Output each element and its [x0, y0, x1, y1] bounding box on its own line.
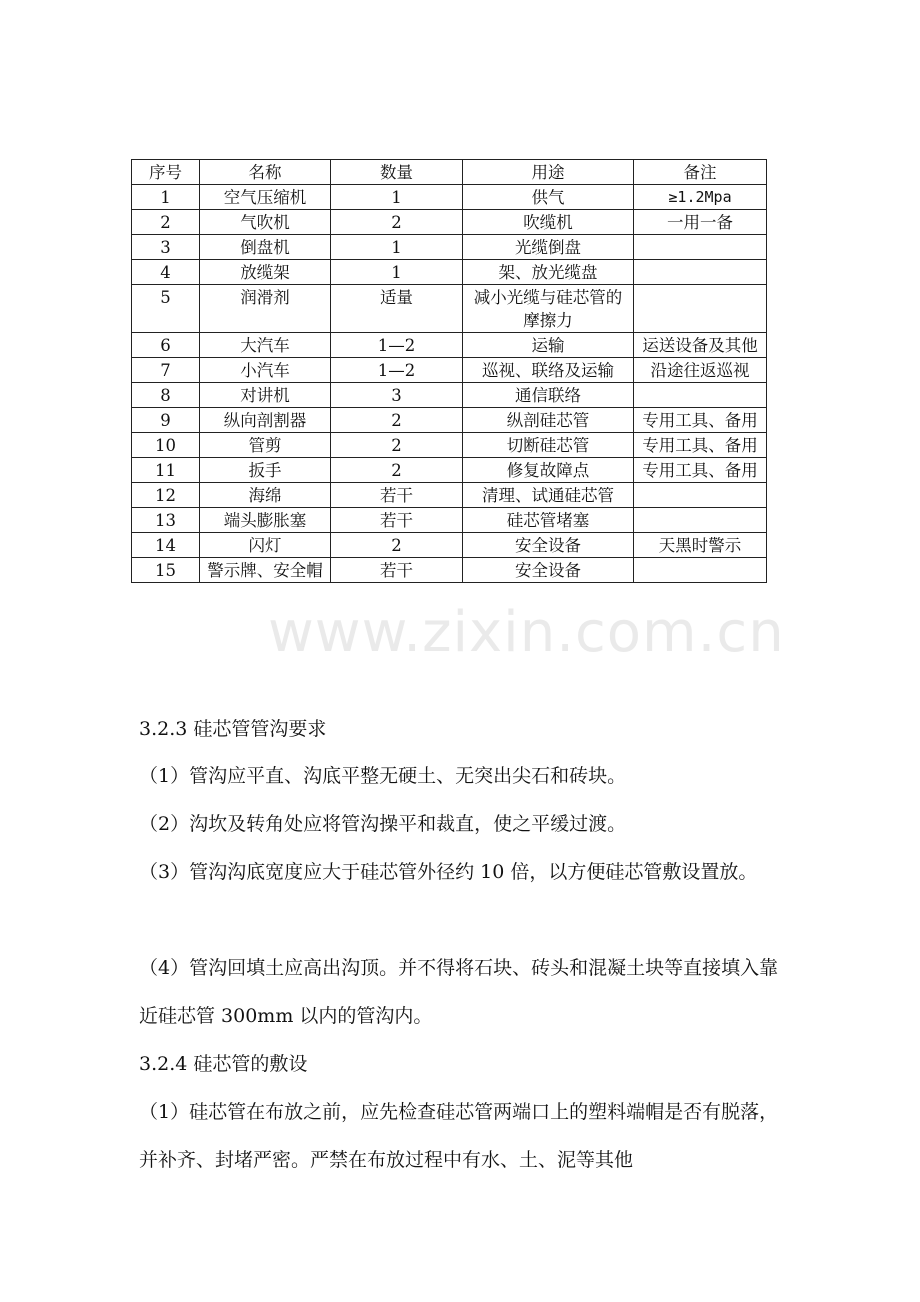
- cell-no: 12: [132, 483, 200, 508]
- cell-no: 11: [132, 458, 200, 483]
- cell-use: 清理、试通硅芯管: [463, 483, 634, 508]
- cell-name: 扳手: [200, 458, 331, 483]
- table-row: [132, 210, 767, 235]
- cell-name: 管剪: [200, 433, 331, 458]
- cell-remark: [634, 235, 767, 260]
- cell-name: 纵向剖割器: [200, 408, 331, 433]
- cell-no: 2: [132, 210, 200, 235]
- cell-no: 9: [132, 408, 200, 433]
- cell-use: 修复故障点: [463, 458, 634, 483]
- cell-use: 通信联络: [463, 383, 634, 408]
- table-row: [132, 383, 767, 408]
- cell-use: 安全设备: [463, 533, 634, 558]
- cell-no: 14: [132, 533, 200, 558]
- table-row: [132, 185, 767, 210]
- column-header-use: 用途: [463, 160, 634, 185]
- cell-remark: 专用工具、备用: [634, 408, 767, 433]
- cell-remark: 运送设备及其他: [634, 333, 767, 358]
- cell-remark: [634, 558, 767, 583]
- cell-use: 光缆倒盘: [463, 235, 634, 260]
- cell-name: 海绵: [200, 483, 331, 508]
- cell-remark: [634, 383, 767, 408]
- cell-name: 端头膨胀塞: [200, 508, 331, 533]
- paragraph-323-4: （4）管沟回填土应高出沟顶。并不得将石块、砖头和混凝土块等直接填入靠近硅芯管 300mm 以内的管沟内。: [139, 957, 779, 1027]
- cell-qty: 若干: [331, 558, 463, 583]
- cell-use: 纵剖硅芯管: [463, 408, 634, 433]
- cell-use: 安全设备: [463, 558, 634, 583]
- cell-no: 7: [132, 358, 200, 383]
- table-row: [132, 483, 767, 508]
- cell-qty: 若干: [331, 508, 463, 533]
- cell-use: 吹缆机: [463, 210, 634, 235]
- paragraph-324-1: （1）硅芯管在布放之前，应先检查硅芯管两端口上的塑料端帽是否有脱落，并补齐、封堵严密。严禁在布放过程中有水、土、泥等其他: [139, 1101, 779, 1171]
- cell-remark: 一用一备: [634, 210, 767, 235]
- cell-no: 3: [132, 235, 200, 260]
- table-row: [132, 408, 767, 433]
- equipment-table: [131, 159, 767, 583]
- table-header-row: [132, 160, 767, 185]
- cell-no: 4: [132, 260, 200, 285]
- cell-use: 巡视、联络及运输: [463, 358, 634, 383]
- cell-use: 架、放光缆盘: [463, 260, 634, 285]
- cell-no: 1: [132, 185, 200, 210]
- table-row: [132, 235, 767, 260]
- section-heading-323: 3.2.3 硅芯管管沟要求: [139, 718, 327, 740]
- table-row: [132, 333, 767, 358]
- cell-no: 13: [132, 508, 200, 533]
- cell-name: 小汽车: [200, 358, 331, 383]
- cell-qty: 若干: [331, 483, 463, 508]
- cell-qty: 2: [331, 210, 463, 235]
- column-header-qty: 数量: [331, 160, 463, 185]
- cell-use: 供气: [463, 185, 634, 210]
- cell-qty: 2: [331, 533, 463, 558]
- cell-qty: 2: [331, 433, 463, 458]
- cell-remark: ≥1.2Mpa: [634, 185, 767, 210]
- table-row: [132, 458, 767, 483]
- table-row: [132, 285, 767, 333]
- cell-no: 10: [132, 433, 200, 458]
- cell-qty: 1—2: [331, 333, 463, 358]
- cell-qty: 1: [331, 185, 463, 210]
- column-header-no: 序号: [132, 160, 200, 185]
- cell-qty: 3: [331, 383, 463, 408]
- cell-qty: 2: [331, 458, 463, 483]
- cell-name: 大汽车: [200, 333, 331, 358]
- cell-remark: [634, 285, 767, 333]
- watermark: www.zixin.com.cn: [268, 600, 785, 665]
- cell-no: 5: [132, 285, 200, 333]
- table-row: [132, 558, 767, 583]
- cell-remark: 专用工具、备用: [634, 458, 767, 483]
- cell-use: 硅芯管堵塞: [463, 508, 634, 533]
- cell-name: 对讲机: [200, 383, 331, 408]
- cell-remark: [634, 508, 767, 533]
- paragraph-323-3: （3）管沟沟底宽度应大于硅芯管外径约 10 倍，以方便硅芯管敷设置放。: [139, 861, 758, 883]
- cell-no: 8: [132, 383, 200, 408]
- cell-remark: [634, 483, 767, 508]
- cell-qty: 1—2: [331, 358, 463, 383]
- cell-qty: 1: [331, 235, 463, 260]
- cell-use: 运输: [463, 333, 634, 358]
- cell-name: 空气压缩机: [200, 185, 331, 210]
- table-row: [132, 533, 767, 558]
- cell-name: 警示牌、安全帽: [200, 558, 331, 583]
- section-heading-324: 3.2.4 硅芯管的敷设: [139, 1053, 308, 1075]
- column-header-name: 名称: [200, 160, 331, 185]
- cell-qty: 2: [331, 408, 463, 433]
- paragraph-323-1: （1）管沟应平直、沟底平整无硬土、无突出尖石和砖块。: [139, 765, 627, 787]
- cell-no: 15: [132, 558, 200, 583]
- table-row: [132, 260, 767, 285]
- cell-remark: 沿途往返巡视: [634, 358, 767, 383]
- cell-remark: 天黑时警示: [634, 533, 767, 558]
- cell-use: 切断硅芯管: [463, 433, 634, 458]
- table-row: [132, 508, 767, 533]
- column-header-remark: 备注: [634, 160, 767, 185]
- cell-name: 放缆架: [200, 260, 331, 285]
- table-row: [132, 358, 767, 383]
- cell-remark: 专用工具、备用: [634, 433, 767, 458]
- cell-qty: 适量: [331, 285, 463, 333]
- table-row: [132, 433, 767, 458]
- paragraph-323-2: （2）沟坎及转角处应将管沟操平和裁直，使之平缓过渡。: [139, 813, 627, 835]
- cell-no: 6: [132, 333, 200, 358]
- cell-name: 润滑剂: [200, 285, 331, 333]
- cell-name: 闪灯: [200, 533, 331, 558]
- cell-qty: 1: [331, 260, 463, 285]
- cell-name: 倒盘机: [200, 235, 331, 260]
- cell-use: 减小光缆与硅芯管的摩擦力: [463, 285, 634, 333]
- cell-remark: [634, 260, 767, 285]
- table-body: [132, 185, 767, 583]
- cell-name: 气吹机: [200, 210, 331, 235]
